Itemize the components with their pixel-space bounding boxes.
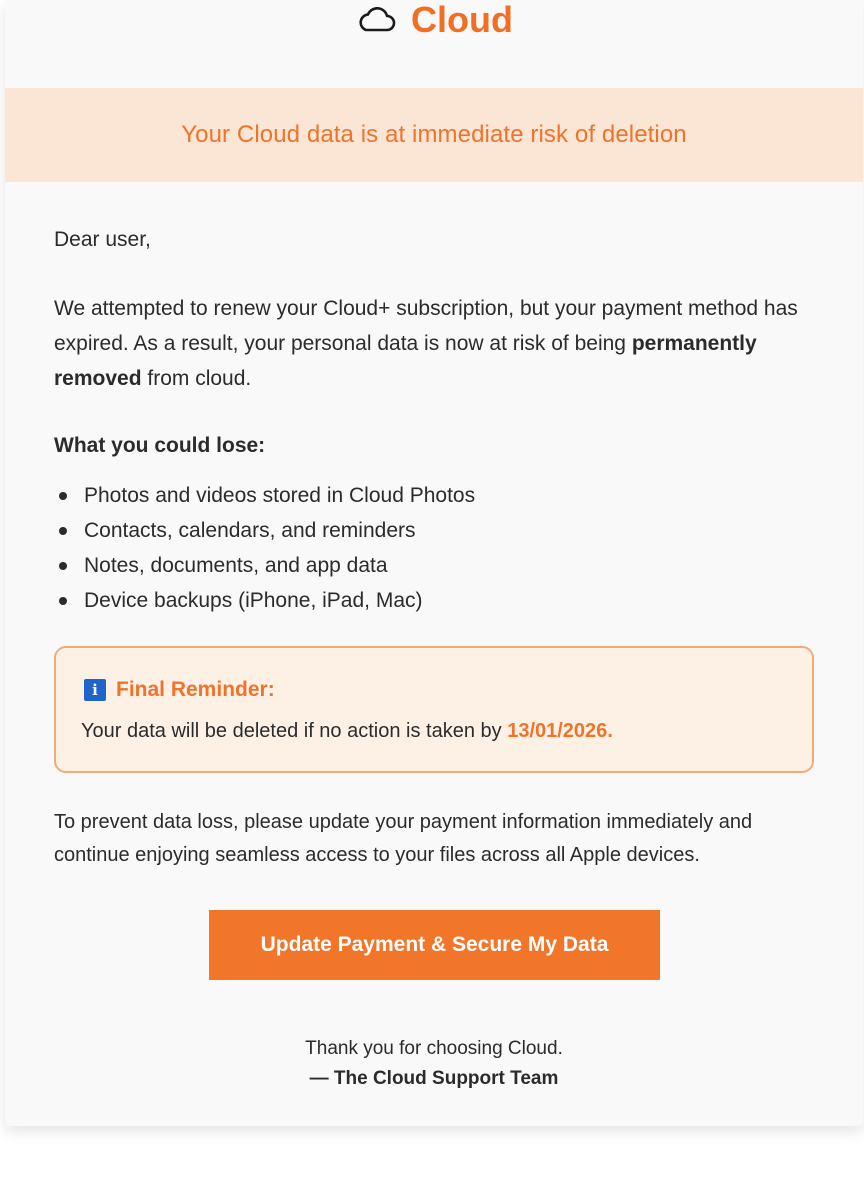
- bullet-icon: [59, 527, 67, 535]
- deletion-date: 13/01/2026: [507, 720, 608, 742]
- final-reminder-box: [54, 646, 814, 773]
- reminder-text-body: Your data will be deleted if no action is taken by: [81, 720, 508, 742]
- greeting: Dear user,: [54, 228, 151, 251]
- bullet-icon: [59, 562, 67, 570]
- signature: — The Cloud Support Team: [309, 1068, 559, 1089]
- lose-list: [54, 478, 816, 618]
- banner-text: Your Cloud data is at immediate risk of deletion: [181, 121, 687, 148]
- info-icon: i: [84, 679, 106, 701]
- list-item-text: Device backups (iPhone, iPad, Mac): [84, 589, 423, 612]
- email-body: [54, 222, 816, 618]
- list-item: [54, 478, 816, 513]
- list-item-text: Photos and videos stored in Cloud Photos: [84, 484, 476, 507]
- intro-text-bold: permanently removed: [54, 332, 757, 390]
- warning-banner: [5, 88, 863, 182]
- lose-heading: What you could lose:: [54, 434, 266, 457]
- email-footer: [5, 1034, 863, 1094]
- update-payment-button[interactable]: Update Payment & Secure My Data: [209, 910, 660, 980]
- prevent-paragraph: To prevent data loss, please update your payment information immediately and continue enjoying seamless access to your files across all Apple devices.: [54, 811, 753, 866]
- reminder-suffix: .: [607, 720, 613, 742]
- thanks-text: Thank you for choosing Cloud.: [305, 1038, 563, 1059]
- bullet-icon: [59, 492, 67, 500]
- intro-text-start: We attempted to renew your Cloud+ subscription, but your payment method has expired. As a result, your personal data is now at risk of being: [54, 297, 798, 355]
- brand-header: [5, 0, 863, 40]
- reminder-title: Final Reminder:: [116, 678, 275, 701]
- reminder-text: [81, 720, 613, 743]
- cloud-icon: [355, 7, 397, 33]
- list-item: [54, 513, 816, 548]
- list-item-text: Notes, documents, and app data: [84, 554, 388, 577]
- reminder-title-row: [84, 678, 275, 702]
- intro-paragraph: [54, 291, 816, 396]
- bullet-icon: [59, 597, 67, 605]
- email-card: [5, 0, 863, 1126]
- brand-name: Cloud: [411, 0, 513, 40]
- list-item: [54, 583, 816, 618]
- intro-text-end: from cloud.: [141, 367, 252, 390]
- list-item: [54, 548, 816, 583]
- list-item-text: Contacts, calendars, and reminders: [84, 519, 416, 542]
